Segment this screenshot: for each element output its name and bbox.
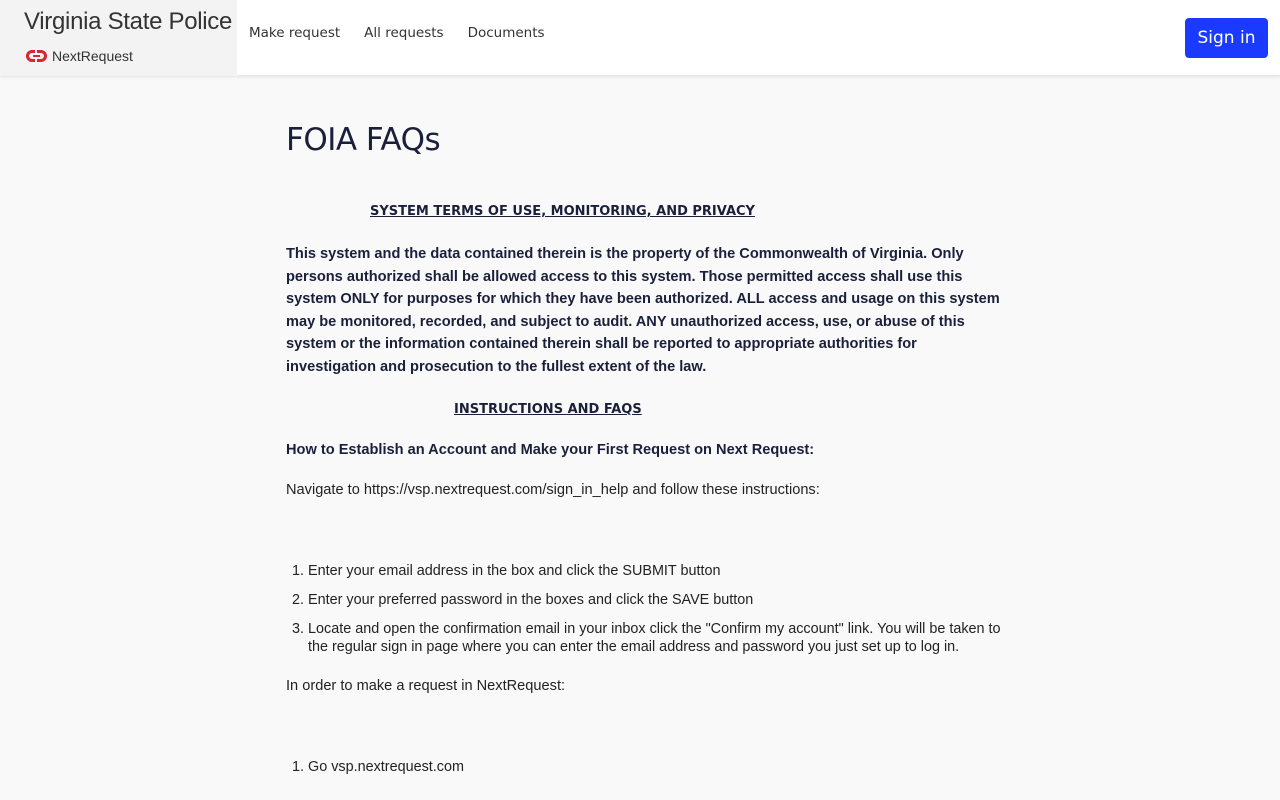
brand-block[interactable] [0, 0, 237, 76]
list-item: 1. Enter your email address in the box and click the SUBMIT button [308, 562, 1006, 580]
nextrequest-logo-text: NextRequest [52, 48, 133, 64]
account-subheading: How to Establish an Account and Make your First Request on Next Request: [286, 442, 815, 458]
list-item: 3. Locate and open the confirmation email in your inbox click the "Confirm my account" link. You will be taken to the regular sign in page where you can enter the email address and password you just set up to log in. [308, 620, 1006, 656]
sign-in-button[interactable]: Sign in [1185, 18, 1268, 58]
nextrequest-logo-icon [25, 50, 47, 62]
request-steps-list [286, 758, 1006, 776]
request-intro: In order to make a request in NextRequest: [286, 678, 566, 694]
account-steps-list [286, 562, 1006, 656]
agency-name[interactable]: Virginia State Police [24, 8, 233, 35]
section-title-terms: SYSTEM TERMS OF USE, MONITORING, AND PRIVACY [370, 204, 755, 219]
list-item: 2. Enter your preferred password in the boxes and click the SAVE button [308, 591, 1006, 609]
page-title: FOIA FAQs [286, 122, 441, 158]
list-item: 1. Go vsp.nextrequest.com [308, 758, 1006, 776]
section-title-instructions: INSTRUCTIONS AND FAQS [454, 402, 642, 417]
terms-paragraph: This system and the data contained therein is the property of the Commonwealth of Virginia. Only persons authorized shall be allowed access to this system. Those permitted access shall use this system ONLY for purposes for which they have been authorized. ALL access and usage on this system may be monitored, recorded, and subject to audit. ANY unauthorized access, use, or abuse of this system or the information contained therein shall be reported to appropriate authorities for investigation and prosecution to the fullest extent of the law. [286, 246, 1000, 375]
faq-content [286, 76, 1006, 787]
navigate-instructions: Navigate to https://vsp.nextrequest.com/sign_in_help and follow these instructions: [286, 482, 820, 498]
top-header [0, 0, 1280, 76]
nextrequest-logo [25, 48, 133, 64]
nav-all-requests[interactable]: All requests [364, 25, 444, 41]
nav-documents[interactable]: Documents [467, 25, 545, 41]
nav-make-request[interactable]: Make request [249, 25, 341, 41]
main-nav [249, 25, 569, 41]
